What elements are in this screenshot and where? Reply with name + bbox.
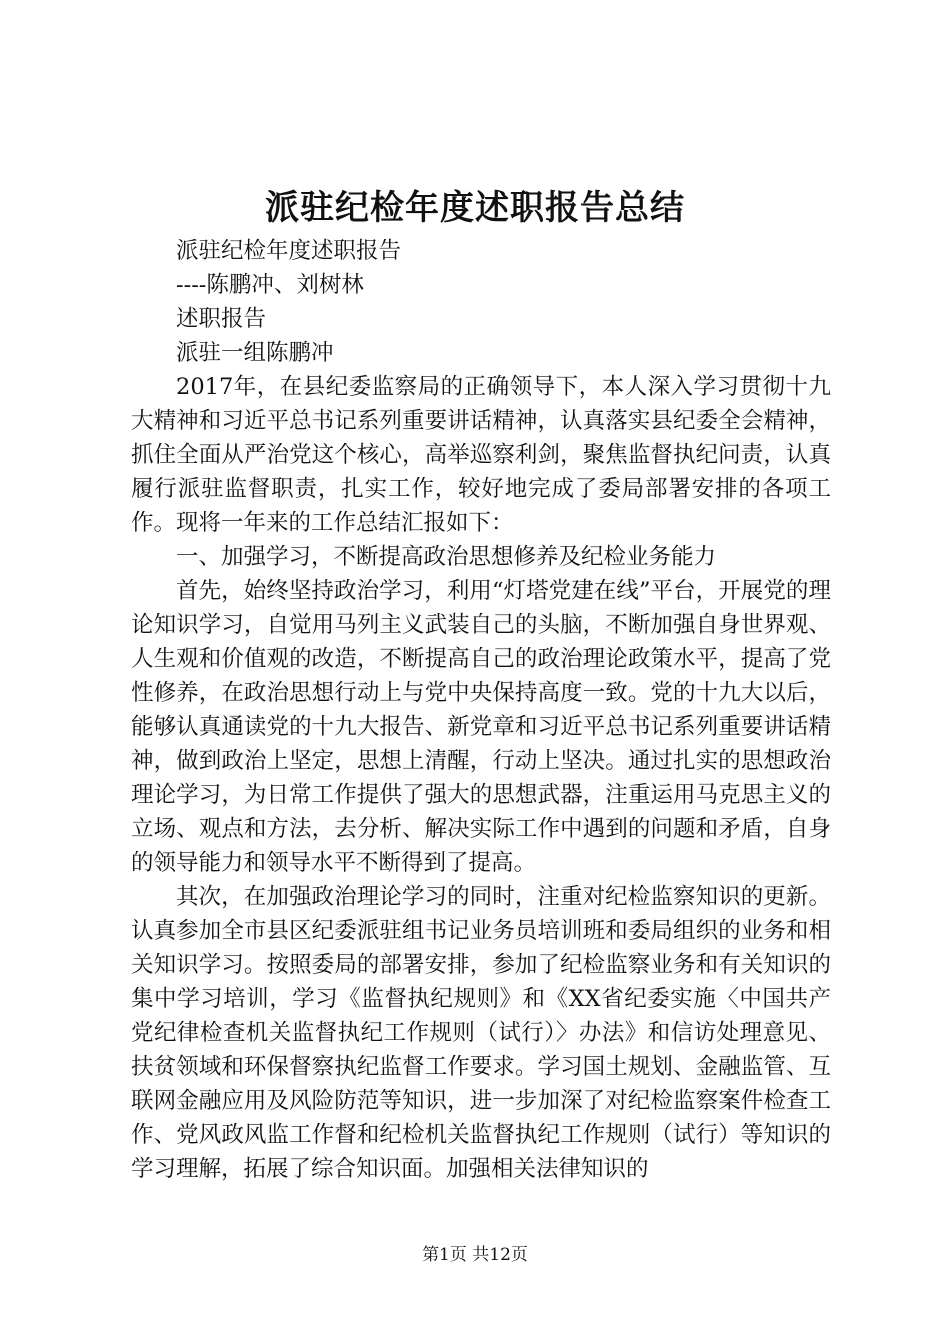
author-unit-line: 派驻一组陈鹏冲 <box>176 340 334 366</box>
body-paragraph: 首先，始终坚持政治学习，利用“灯塔党建在线”平台，开展党的理论知识学习，自觉用马列主义武装自己的头脑，不断加强自身世界观、人生观和价值观的改造，不断提高自己的政治理论政策水平，提高了党性修养，在政治思想行动上与党中央保持高度一致。党的十九大以后，能够认真通读党的十九大报告、新党章和习近平总书记系列重要讲话精神，做到政治上坚定，思想上清醒，行动上坚决。通过扎实的思想政治理论学习，为日常工作提供了强大的思想武器，注重运用马克思主义的立场、观点和方法，去分析、解决实际工作中遇到的问题和矛盾，自身的领导能力和领导水平不断得到了提高。 <box>131 578 831 876</box>
document-title: 派驻纪检年度述职报告总结 <box>265 188 685 228</box>
page-footer: 第1页 共12页 <box>422 1245 528 1265</box>
intro-paragraph: 2017年，在县纪委监察局的正确领导下，本人深入学习贯彻十九大精神和习近平总书记系列重要讲话精神，认真落实县纪委全会精神，抓住全面从严治党这个核心，高举巡察利剑，聚焦监督执纪问责，认真履行派驻监督职责，扎实工作，较好地完成了委局部署安排的各项工作。现将一年来的工作总结汇报如下： <box>131 374 831 536</box>
authors-line: ----陈鹏冲、刘树林 <box>176 272 364 298</box>
section-heading: 一、加强学习，不断提高政治思想修养及纪检业务能力 <box>176 544 717 570</box>
subtitle-line: 派驻纪检年度述职报告 <box>176 238 402 264</box>
document-body <box>131 234 831 1186</box>
body-paragraph: 其次，在加强政治理论学习的同时，注重对纪检监察知识的更新。认真参加全市县区纪委派驻组书记业务员培训班和委局组织的业务和相关知识学习。按照委局的部署安排，参加了纪检监察业务和有关知识的集中学习培训，学习《监督执纪规则》和《XX省纪委实施〈中国共产党纪律检查机关监督执纪工作规则（试行）〉办法》和信访处理意见、扶贫领域和环保督察执纪监督工作要求。学习国土规划、金融监管、互联网金融应用及风险防范等知识，进一步加深了对纪检监察案件检查工作、党风政风监工作督和纪检机关监督执纪工作规则（试行）等知识的学习理解，拓展了综合知识面。加强相关法律知识的 <box>131 884 831 1182</box>
section-label: 述职报告 <box>176 306 267 332</box>
